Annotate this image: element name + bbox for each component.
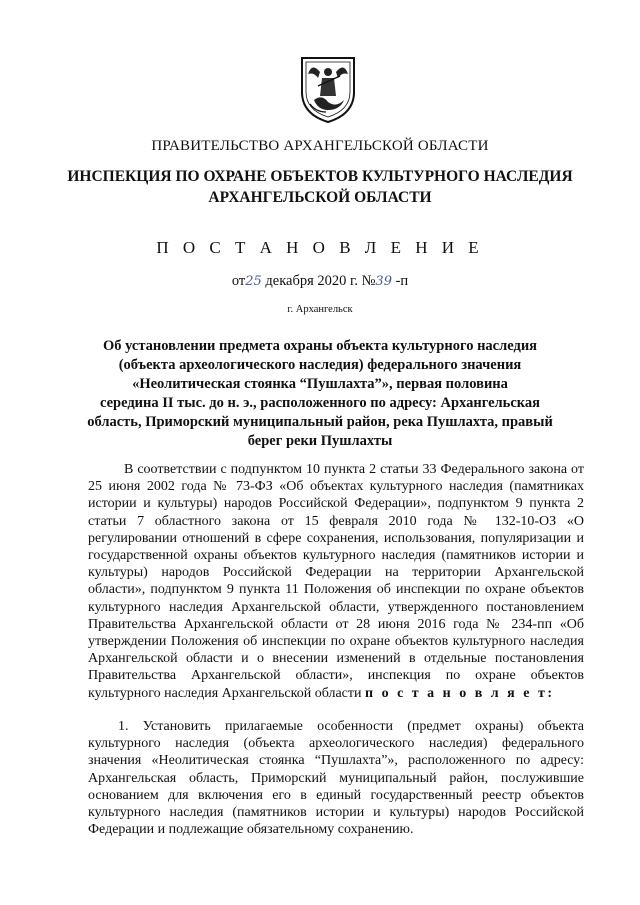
body-paragraph-1 bbox=[88, 461, 584, 702]
date-prefix: от bbox=[231, 273, 246, 289]
document-type: П О С Т А Н О В Л Е Н И Е bbox=[156, 238, 484, 257]
date-rest: декабря 2020 г. № bbox=[261, 273, 376, 289]
subject-line: середина II тыс. до н. э., расположенного по адресу: Архангельская bbox=[99, 395, 541, 411]
subject-line: берег реки Пушлахты bbox=[247, 433, 393, 449]
subject-line: Об установлении предмета охраны объекта культурного наследия bbox=[102, 338, 538, 354]
body-paragraph-2: 1. Установить прилагаемые особенности (предмет охраны) объекта культурного наследия (объекта археологического наследия) федерального значения «Неолитическая стоянка “Пушлахта”», расположенного по адресу: Архангельская область, Приморский муниципальный район, послужившие основанием для включения его в единый государственный реестр объектов культурного наследия (памятников истории и культуры) народов Российской Федерации и подлежащие обязательному сохранению. bbox=[88, 719, 584, 838]
document-number-handwritten: 39 bbox=[375, 274, 392, 289]
date-day-handwritten: 25 bbox=[245, 274, 262, 289]
subject-line: (объекта археологического наследия) федерального значения bbox=[118, 357, 522, 373]
archangel-coat-of-arms-icon bbox=[296, 52, 360, 124]
city-name: г. Архангельск bbox=[287, 304, 353, 315]
paragraph-1-text: В соответствии с подпунктом 10 пункта 2 статьи 33 Федерального закона от 25 июня 2002 года № 73-ФЗ «Об объектах культурного наследия (памятниках истории и культуры) народов Российской Федерации», подпунктом 9 пункта 2 статьи 7 областного закона от 15 февраля 2010 года № 132-10-ОЗ «О регулировании отношений в сфере сохранения, использования, популяризации и государственной охраны объектов культурного наследия (памятников истории и культуры) народов Российской Федерации на территории Архангельской области», подпунктом 9 пункта 11 Положения об инспекции по охране объектов культурного наследия Архангельской области, утвержденного постановлением Правительства Архангельской области от 28 июня 2016 года № 234-пп «Об утверждении Положения об инспекции по охране объектов культурного наследия Архангельской области и о внесении изменений в отдельные постановления Правительства Архангельской области», инспекция по охране объектов культурного наследия Архангельской области bbox=[88, 462, 584, 701]
document-subject bbox=[60, 337, 580, 451]
date-suffix: -п bbox=[391, 273, 409, 289]
subject-line: «Неолитическая стоянка “Пушлахта”», первая половина bbox=[132, 376, 508, 392]
inspection-title-line-1: ИНСПЕКЦИЯ ПО ОХРАНЕ ОБЪЕКТОВ КУЛЬТУРНОГО НАСЛЕДИЯ bbox=[67, 168, 573, 185]
decree-word: п о с т а н о в л я е т: bbox=[365, 685, 555, 701]
document-date-line bbox=[60, 273, 580, 290]
inspection-title bbox=[60, 166, 580, 208]
government-title: ПРАВИТЕЛЬСТВО АРХАНГЕЛЬСКОЙ ОБЛАСТИ bbox=[151, 138, 489, 154]
subject-line: область, Приморский муниципальный район, река Пушлахта, правый bbox=[87, 414, 553, 430]
inspection-title-line-2: АРХАНГЕЛЬСКОЙ ОБЛАСТИ bbox=[208, 189, 432, 206]
